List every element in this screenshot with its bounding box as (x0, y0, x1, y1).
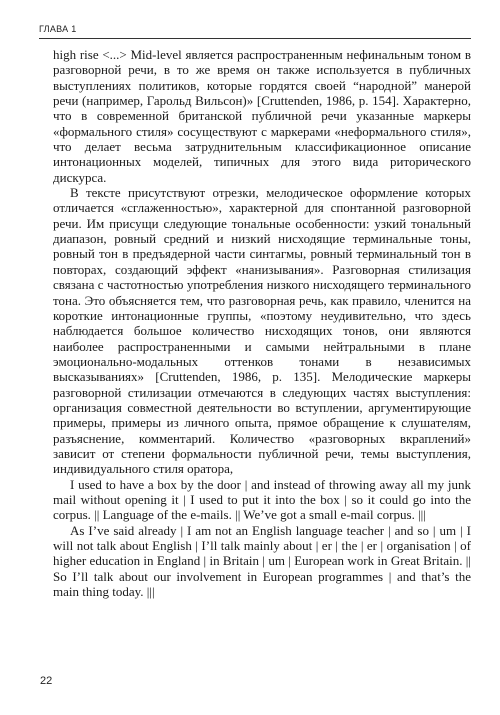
running-head: ГЛАВА 1 (39, 24, 77, 34)
paragraph-continuation: high rise <...> Mid-level является распространенным нефинальным тоном в разговорной речи, в то же время он также используется в публичных выступлениях политиков, которые гордятся своей “народной” манерой речи (например, Гарольд Вильсон)» [Cruttenden, 1986, p. 154]. Характерно, что в современной британской публичной речи указанные маркеры «формального стиля» сосуществуют с маркерами «неформального стиля», что делает весьма затруднительным классификационное описание интонационных моделей, типичных для этого вида риторического дискурса. (53, 47, 471, 185)
page-number: 22 (40, 675, 53, 687)
body-text (53, 47, 471, 599)
paragraph-transcript-example-1: I used to have a box by the door | and instead of throwing away all my junk mail without opening it | I used to put it into the box | so it could go into the corpus. || Language of the e-mails. || We’ve got a small e-mail corpus. ||| (53, 476, 471, 523)
paragraph-colloquial-stylization: В тексте присутствуют отрезки, мелодическое оформление которых отличается «сглаженностью», характерной для спонтанной разговорной речи. Им присущи следующие тональные особенности: узкий тональный диапазон, ровный средний и низкий нисходящие терминальные тоны, ровный тон в предъядерной части синтагмы, ровный терминальный тон в повторах, создающий эффект «нанизывания». Разговорная стилизация связана с частотностью употребления низкого нисходящего терминального тона. Это объясняется тем, что разговорная речь, как правило, членится на короткие интонационные группы, «поэтому неудивительно, что здесь наблюдается большое количество нисходящих тонов, они являются наиболее распространенными и самыми нейтральными в плане эмоционально-модальных оттенков тонами в независимых высказываниях» [Cruttenden, 1986, p. 135]. Мелодические маркеры разговорной стилизации отмечаются в следующих частях выступления: организация совместной деятельности во вступлении, аргументирующие примеры, примеры из личного опыта, прямое обращение к слушателям, разъяснение, комментарий. Количество «разговорных вкраплений» зависит от степени формальности публичной речи, темы выступления, индивидуального стиля оратора, (53, 185, 471, 477)
header-rule (39, 38, 471, 39)
paragraph-transcript-example-2: As I’ve said already | I am not an English language teacher | and so | um | I will not talk about English | I’ll talk mainly about | er | the | er | organisation | of higher education in England | in Britain | um | European work in Great Britain. || So I’ll talk about our involvement in European programmes | and that’s the main thing today. ||| (53, 522, 471, 600)
